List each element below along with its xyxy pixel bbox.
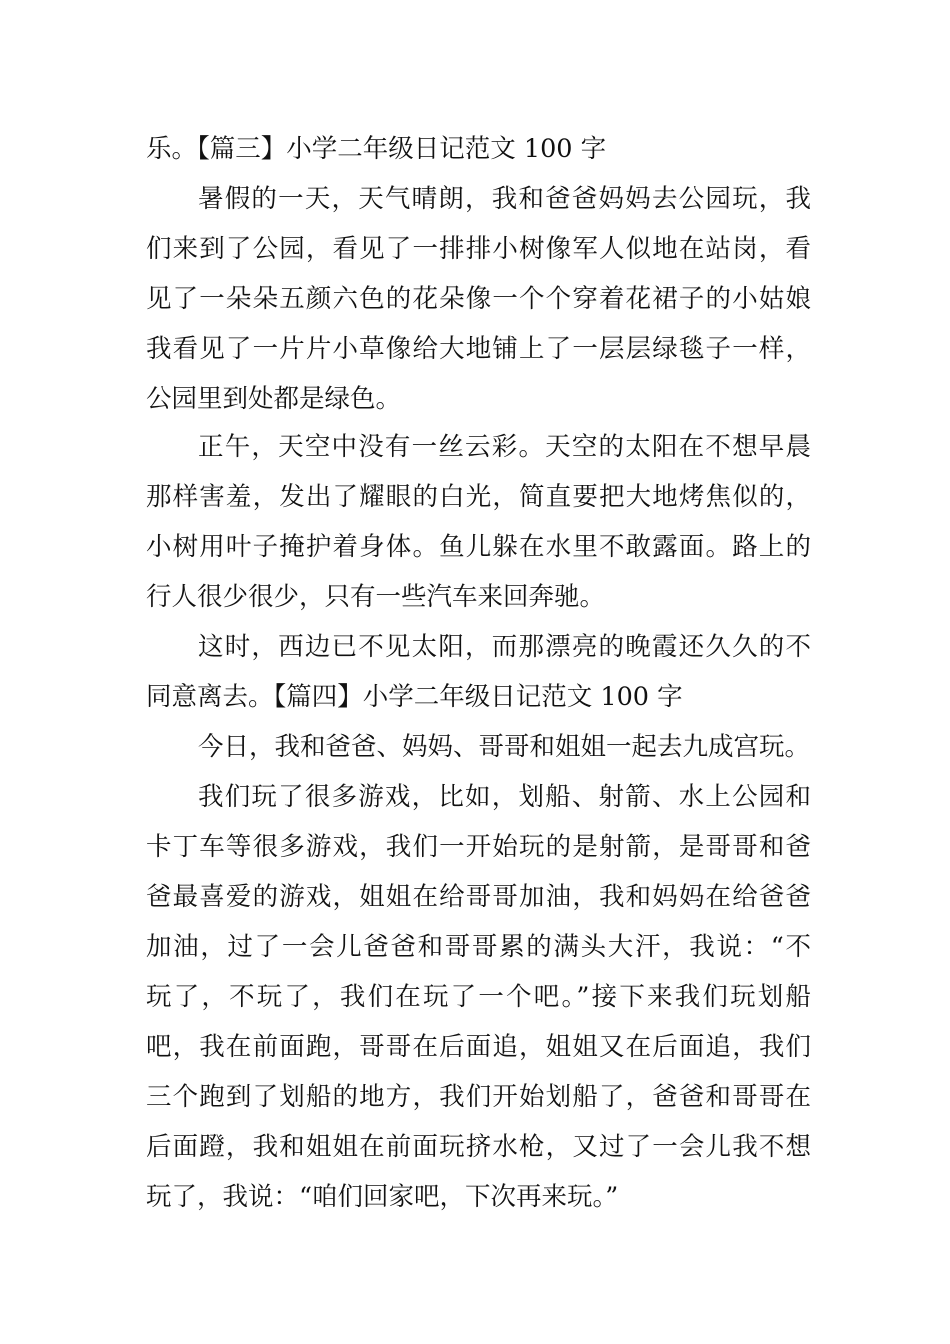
- text-line: 吧，我在前面跑，哥哥在后面追，姐姐又在后面追，我们: [146, 1032, 811, 1062]
- paragraph-first-line: 暑假的一天，天气晴朗，我和爸爸妈妈去公园玩，我: [198, 184, 811, 214]
- text-line: 我看见了一片片小草像给大地铺上了一层层绿毯子一样，: [146, 334, 811, 364]
- text-line: 卡丁车等很多游戏，我们一开始玩的是射箭，是哥哥和爸: [146, 832, 811, 862]
- paragraph-first-line: 正午，天空中没有一丝云彩。天空的太阳在不想早晨: [198, 432, 811, 462]
- paragraph-first-line: 今日，我和爸爸、妈妈、哥哥和姐姐一起去九成宫玩。: [198, 732, 811, 762]
- text-line: 同意离去。【篇四】小学二年级日记范文 100 字: [146, 682, 683, 712]
- paragraph-first-line: 这时，西边已不见太阳，而那漂亮的晚霞还久久的不: [198, 632, 811, 662]
- text-line: 后面蹬，我和姐姐在前面玩挤水枪，又过了一会儿我不想: [146, 1132, 811, 1162]
- text-line: 玩了，不玩了，我们在玩了一个吧。”接下来我们玩划船: [146, 982, 811, 1012]
- text-line: 们来到了公园，看见了一排排小树像军人似地在站岗，看: [146, 234, 811, 264]
- paragraph-first-line: 我们玩了很多游戏，比如，划船、射箭、水上公园和: [198, 782, 811, 812]
- text-line: 那样害羞，发出了耀眼的白光，简直要把大地烤焦似的，: [146, 482, 811, 512]
- text-line: 见了一朵朵五颜六色的花朵像一个个穿着花裙子的小姑娘: [146, 284, 811, 314]
- text-line: 小树用叶子掩护着身体。鱼儿躲在水里不敢露面。路上的: [146, 532, 811, 562]
- text-line: 公园里到处都是绿色。: [146, 384, 402, 414]
- text-line: 玩了，我说：“咱们回家吧，下次再来玩。”: [146, 1182, 619, 1212]
- text-line: 爸最喜爱的游戏，姐姐在给哥哥加油，我和妈妈在给爸爸: [146, 882, 811, 912]
- text-line: 行人很少很少，只有一些汽车来回奔驰。: [146, 582, 606, 612]
- text-line: 加油，过了一会儿爸爸和哥哥累的满头大汗，我说：“不: [146, 932, 811, 962]
- text-line: 乐。【篇三】小学二年级日记范文 100 字: [146, 134, 607, 164]
- text-line: 三个跑到了划船的地方，我们开始划船了，爸爸和哥哥在: [146, 1082, 811, 1112]
